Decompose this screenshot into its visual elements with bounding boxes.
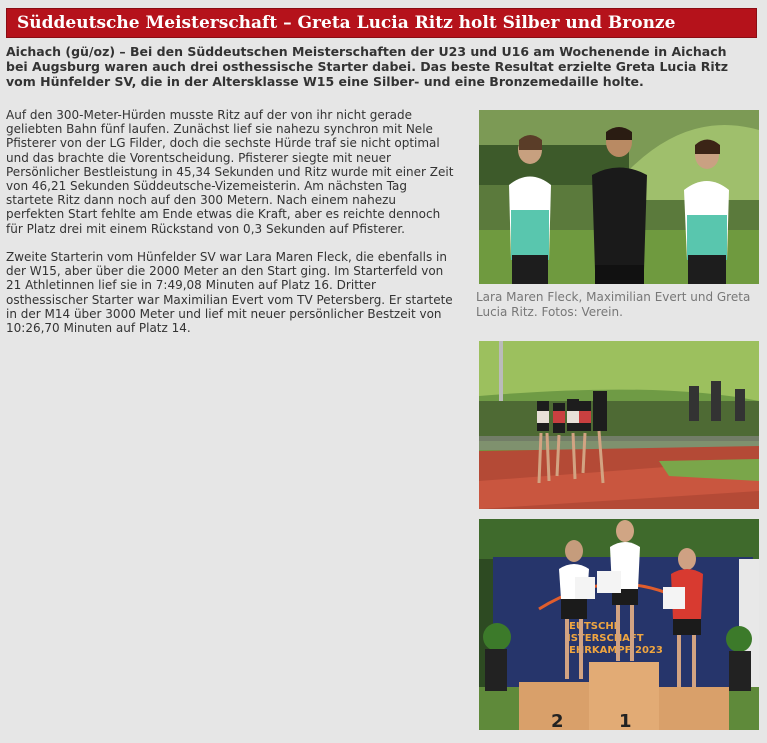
banner-text-2: ISTERSCHAFT xyxy=(567,633,644,644)
article-paragraph-1: Auf den 300-Meter-Hürden musste Ritz auf der von ihr nicht gerade geliebten Bahn fünf laufen. Zunächst lief sie nahezu synchron mit Nele Pfisterer von der LG Filder, doch die sechste Hürde traf sie nicht optimal und das brachte die Vorentscheidung. Pfisterer siegte mit neuer Persönlicher Bestleistung in 45,34 Sekunden und Ritz wurde mit einer Zeit von 46,21 Sekunden Süddeutsche-Vizemeisterin. Am nächsten Tag startete Ritz dann noch auf den 300 Metern. Nach einem nahezu perfekten Start fehlte am Ende etwas die Kraft, aber es reichte dennoch für Platz drei mit einem Rückstand von 0,3 Sekunden auf Pfisterer. xyxy=(6,108,454,236)
photo-race[interactable] xyxy=(479,341,759,509)
photo-caption: Lara Maren Fleck, Maximilian Evert und Greta Lucia Ritz. Fotos: Verein. xyxy=(476,290,751,319)
article-paragraph-2: Zweite Starterin vom Hünfelder SV war Lara Maren Fleck, die ebenfalls in der W15, aber über die 2000 Meter an den Start ging. Im Starterfeld von 21 Athletinnen lief sie in 7:49,08 Minuten auf Platz 16. Dritter osthessischer Starter war Maximilian Evert vom TV Petersberg. Er startete in der M14 über 3000 Meter und lief mit neuer persönlicher Bestzeit von 10:26,70 Minuten auf Platz 14. xyxy=(6,250,453,336)
article-lead: Aichach (gü/oz) – Bei den Süddeutschen Meisterschaften der U23 und U16 am Wochenende in Aichach bei Augsburg waren auch drei osthessische Starter dabei. Das beste Resultat erzielte Greta Lucia Ritz vom Hünfelder SV, die in der Altersklasse W15 eine Silber- und eine Bronzemedaille holte. xyxy=(6,44,728,89)
photo-athletes-image xyxy=(479,110,759,284)
photo-race-image xyxy=(479,341,759,509)
photo-podium[interactable] xyxy=(479,519,759,730)
banner-text-1: EUTSCHE xyxy=(569,621,621,632)
podium-number-2: 2 xyxy=(551,711,564,730)
photo-athletes[interactable] xyxy=(479,110,759,284)
article-body xyxy=(6,108,454,349)
photo-podium-image xyxy=(479,519,759,730)
podium-number-1: 1 xyxy=(619,711,632,730)
banner-text-3: EHRKAMPF 2023 xyxy=(569,645,663,656)
article-headline: Süddeutsche Meisterschaft – Greta Lucia Ritz holt Silber und Bronze xyxy=(6,8,757,38)
